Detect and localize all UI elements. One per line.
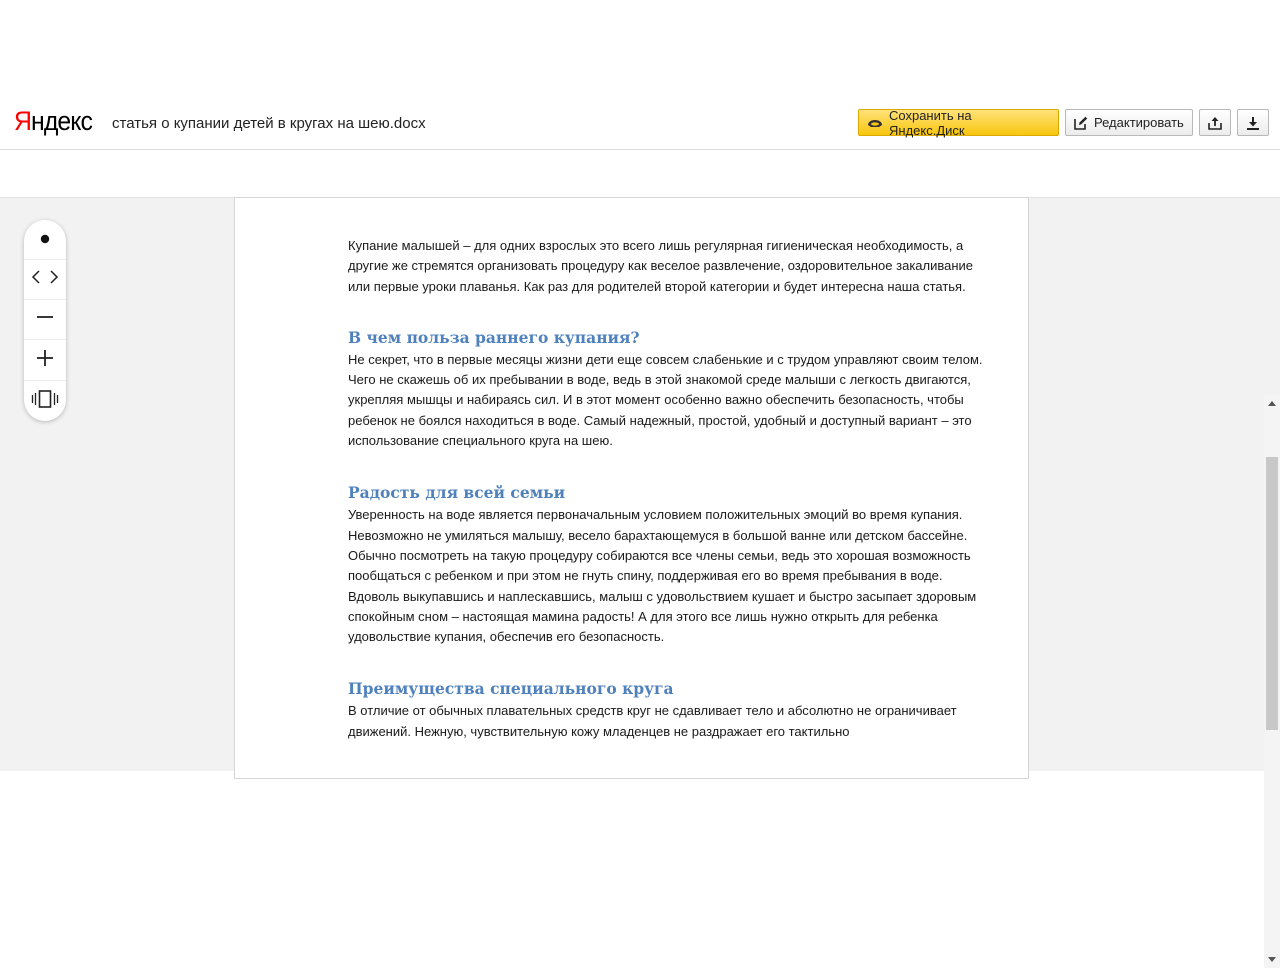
yandex-logo[interactable] — [14, 106, 92, 137]
disk-icon — [867, 117, 883, 129]
download-button[interactable] — [1237, 109, 1269, 136]
viewer-toolbar — [24, 220, 66, 421]
vertical-scrollbar[interactable] — [1264, 395, 1280, 968]
pencil-icon — [1074, 116, 1088, 130]
page-navigation-tool[interactable] — [24, 260, 66, 300]
logo-rest: ндекс — [31, 106, 93, 136]
save-button-label: Сохранить на Яндекс.Диск — [889, 107, 972, 138]
dot-icon — [40, 231, 50, 249]
heading-advantages: Преимущества специального круга — [348, 679, 674, 699]
download-icon — [1246, 116, 1260, 130]
edit-button-label: Редактировать — [1094, 115, 1184, 130]
paragraph-intro: Купание малышей – для одних взрослых это всего лишь регулярная гигиеническая необходимость, а другие же стремятся организовать процедуру как веселое развлечение, оздоровительное закаливание или первые уроки плаванья. Как раз для родителей второй категории и будет интересна наша статья. — [348, 238, 974, 294]
share-button[interactable] — [1199, 109, 1231, 136]
share-icon — [1208, 116, 1222, 130]
pointer-tool[interactable] — [24, 220, 66, 260]
paragraph-advantages: В отличие от обычных плавательных средств круг не сдавливает тело и абсолютно не ограничивает движений. Нежную, чувствительную кожу младенцев не раздражает его тактильно — [348, 703, 957, 739]
prev-next-icon — [30, 269, 60, 290]
document-viewer[interactable] — [0, 197, 1280, 771]
heading-family-joy: Радость для всей семьи — [348, 483, 566, 503]
fit-page-button[interactable] — [24, 381, 66, 421]
edit-button[interactable] — [1065, 109, 1193, 136]
zoom-out-icon — [36, 308, 54, 331]
document-page — [235, 198, 1028, 778]
zoom-in-icon — [36, 349, 54, 372]
logo-first-letter: Я — [14, 106, 32, 136]
scrollbar-thumb[interactable] — [1266, 457, 1278, 730]
heading-benefits: В чем польза раннего купания? — [348, 327, 640, 347]
app-header — [0, 98, 1280, 150]
scroll-down-arrow-icon[interactable] — [1268, 957, 1276, 962]
document-title: статья о купании детей в кругах на шею.docx — [112, 115, 426, 132]
scroll-up-arrow-icon[interactable] — [1268, 401, 1276, 406]
zoom-in-button[interactable] — [24, 341, 66, 381]
save-to-disk-button[interactable] — [858, 109, 1059, 136]
zoom-out-button[interactable] — [24, 300, 66, 340]
paragraph-benefits: Не секрет, что в первые месяцы жизни дети еще совсем слабенькие и с трудом управляют своим телом. Чего не скажешь об их пребывании в воде, ведь в этой знакомой среде малыши с легкость двигаются, укрепляя мышцы и набираясь сил. И в этот момент особенно важно обеспечить безопасность, чтобы ребенок не боялся находиться в воде. Самый надежный, простой, удобный и доступный вариант – это использование специального круга на шею. — [348, 351, 983, 449]
paragraph-family-joy: Уверенность на воде является первоначальным условием положительных эмоций во время купания. Невозможно не умиляться малышу, весело барахтающемуся в большой ванне или детском бассейне. Обычно посмотреть на такую процедуру собираются все члены семьи, ведь это хорошая возможность пообщаться с ребенком и при этом не гнуть спину, поддерживая его во время пребывания в воде. Вдоволь выкупавшись и наплескавшись, малыш с удовольствием кушает и быстро засыпает здоровым спокойным сном – настоящая мамина радость! А для этого все лишь нужно открыть для ребенка удовольствие купания, обеспечив его безопасность. — [348, 507, 977, 645]
fit-page-icon — [30, 390, 60, 413]
document-content — [348, 236, 988, 742]
